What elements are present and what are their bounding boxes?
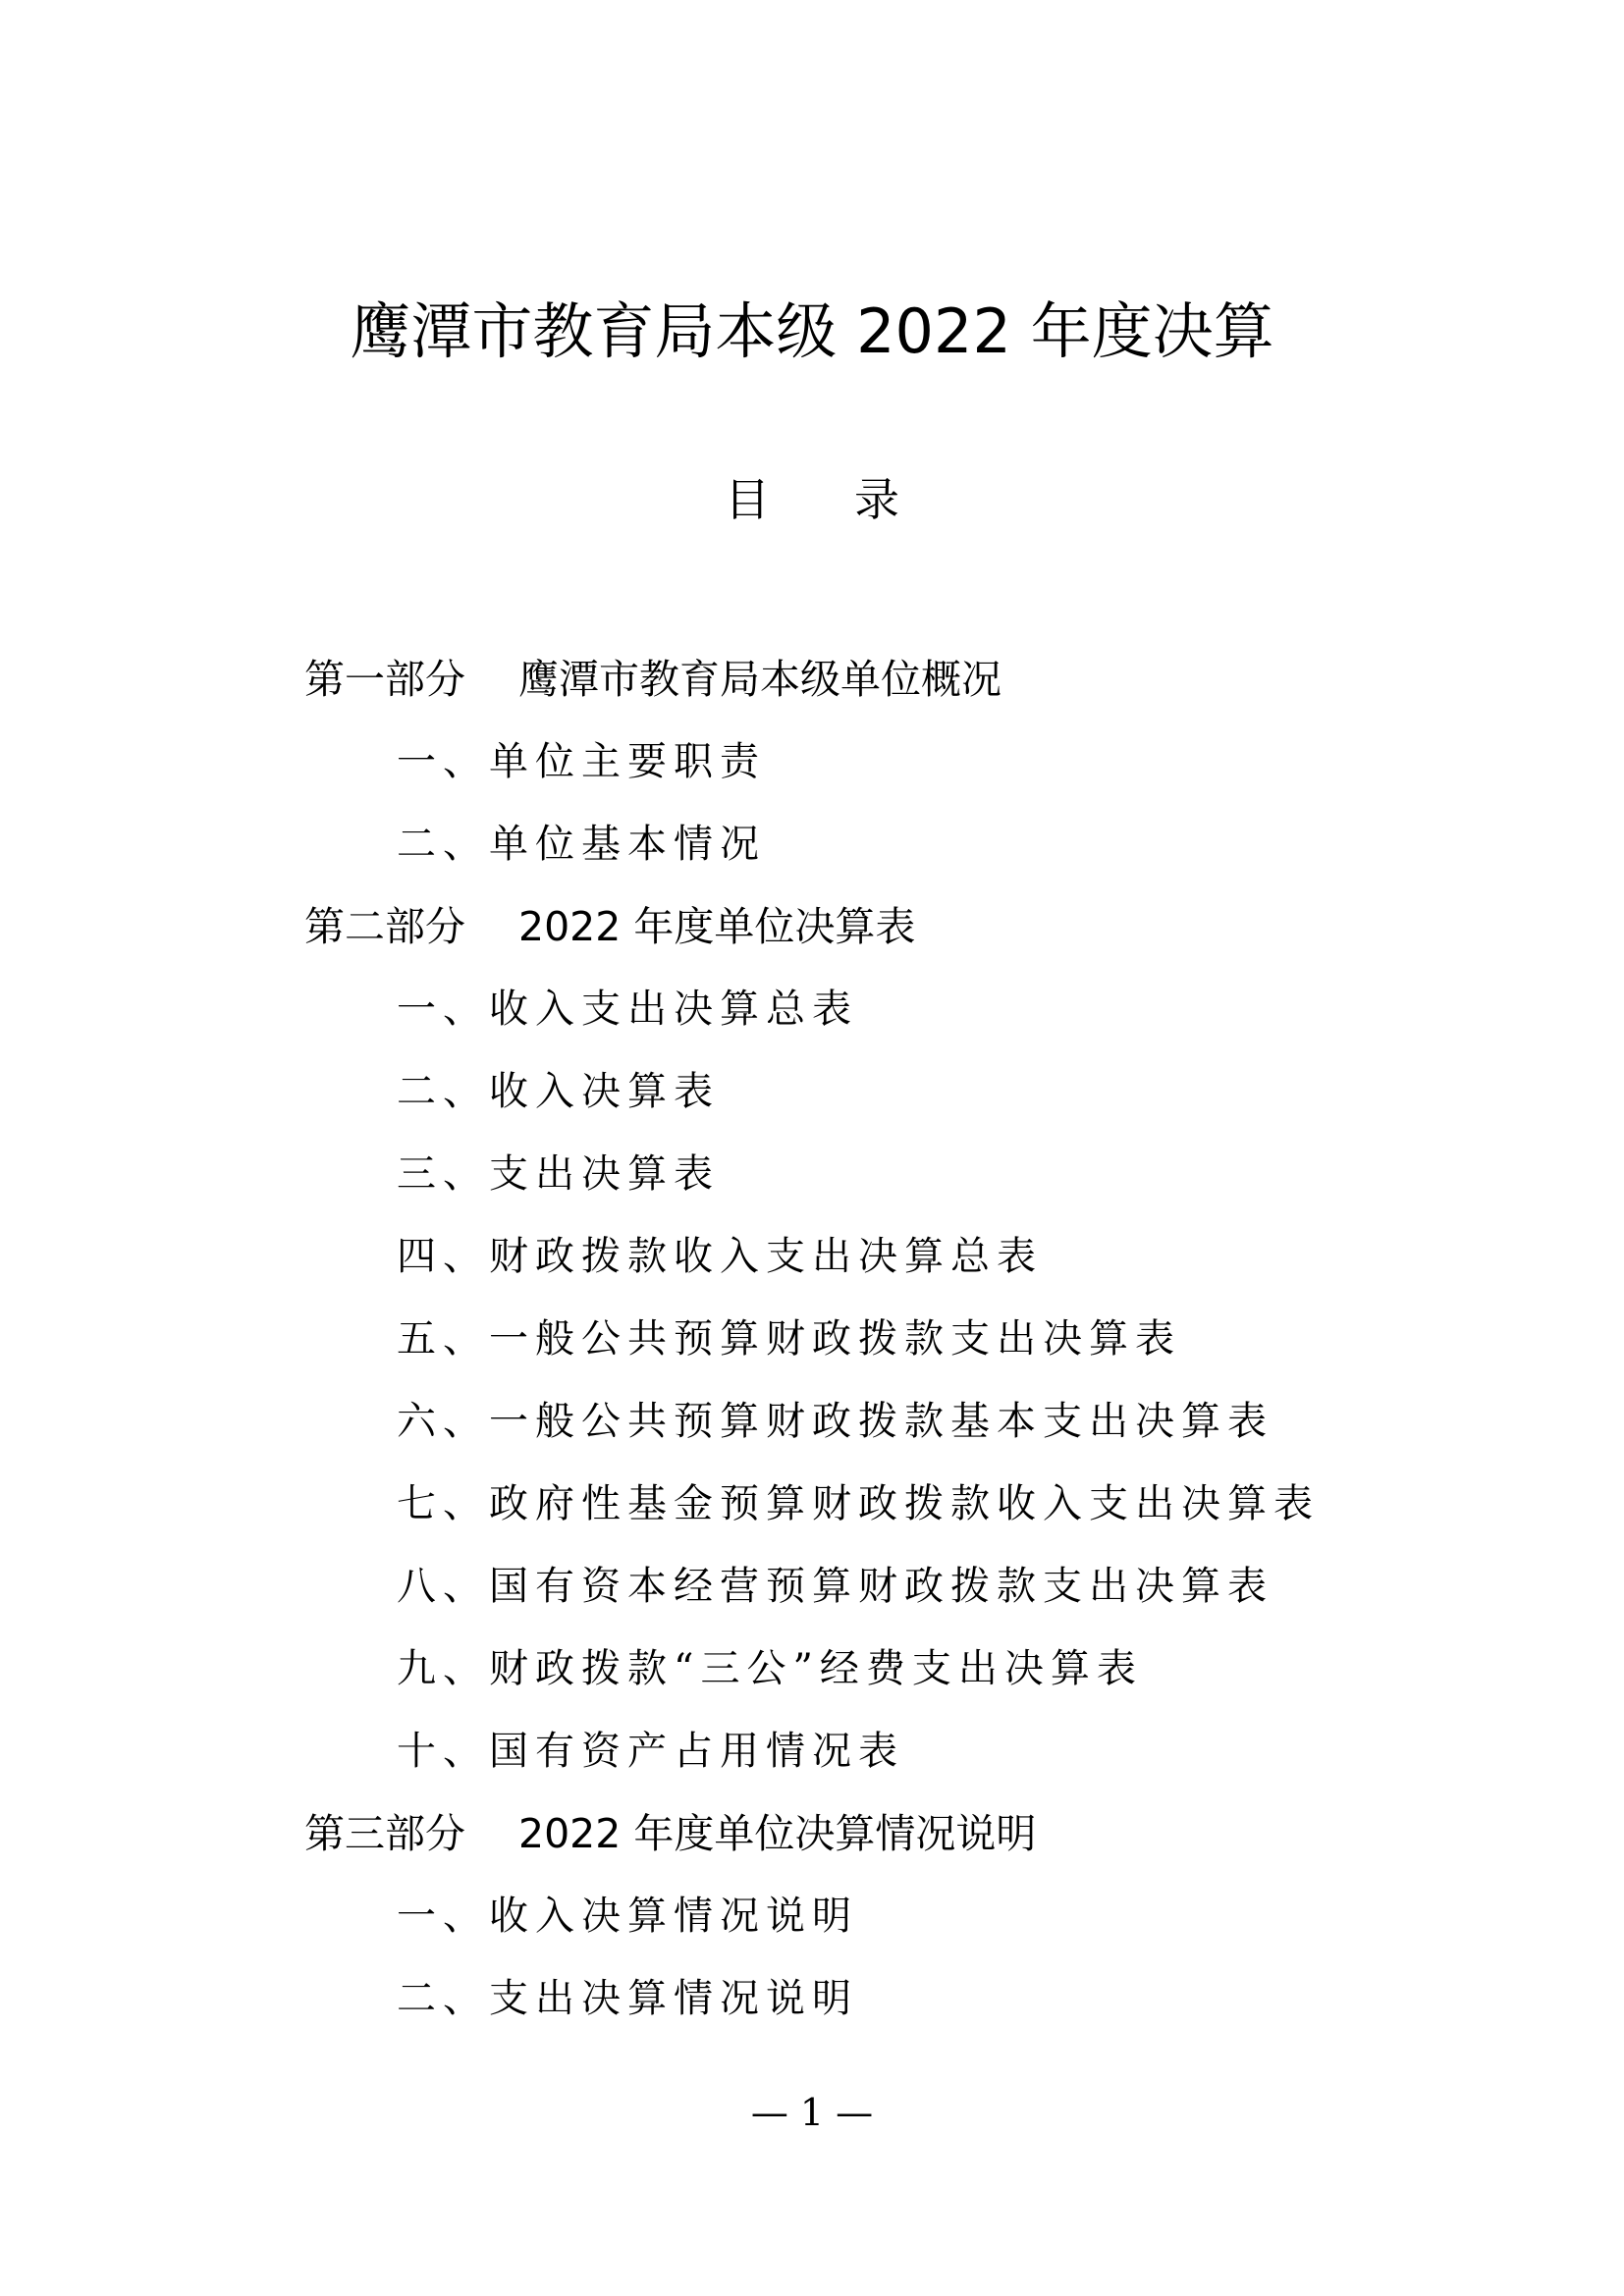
toc-item[interactable]: 四、财政拨款收入支出决算总表 — [397, 1233, 1043, 1279]
toc-part-1[interactable] — [0, 634, 1624, 717]
toc-part-label: 第二部分 — [304, 902, 465, 950]
toc-item[interactable]: 一、收入决算情况说明 — [397, 1893, 858, 1939]
toc-part-2[interactable] — [0, 881, 1624, 964]
toc-heading: 目录 — [725, 473, 984, 526]
toc-item[interactable]: 一、单位主要职责 — [397, 738, 766, 784]
toc-part-label: 第一部分 — [304, 655, 465, 703]
toc-item[interactable]: 五、一般公共预算财政拨款支出决算表 — [397, 1315, 1181, 1362]
toc-part-title: 2022 年度单位决算表 — [518, 902, 916, 950]
toc-item[interactable]: 六、一般公共预算财政拨款基本支出决算表 — [397, 1398, 1273, 1444]
toc-part-3[interactable] — [0, 1789, 1624, 1871]
toc-item[interactable]: 二、单位基本情况 — [397, 821, 766, 867]
toc-part-label: 第三部分 — [304, 1809, 465, 1857]
toc-item[interactable]: 一、收入支出决算总表 — [397, 986, 858, 1032]
toc-item[interactable]: 三、支出决算表 — [397, 1150, 720, 1197]
toc-item[interactable]: 二、支出决算情况说明 — [397, 1975, 858, 2021]
document-title: 鹰潭市教育局本级 2022 年度决算 — [350, 295, 1274, 367]
toc-item[interactable]: 十、国有资产占用情况表 — [397, 1728, 904, 1774]
toc-part-title: 鹰潭市教育局本级单位概况 — [518, 655, 1001, 703]
toc-item[interactable]: 九、财政拨款“三公”经费支出决算表 — [397, 1645, 1143, 1691]
toc-part-title: 2022 年度单位决算情况说明 — [518, 1809, 1037, 1857]
toc-item[interactable]: 二、收入决算表 — [397, 1068, 720, 1114]
toc-item[interactable]: 七、政府性基金预算财政拨款收入支出决算表 — [397, 1480, 1320, 1526]
page-number: — 1 — — [750, 2091, 874, 2134]
table-of-contents — [0, 634, 1624, 2036]
toc-item[interactable]: 八、国有资本经营预算财政拨款支出决算表 — [397, 1563, 1273, 1609]
